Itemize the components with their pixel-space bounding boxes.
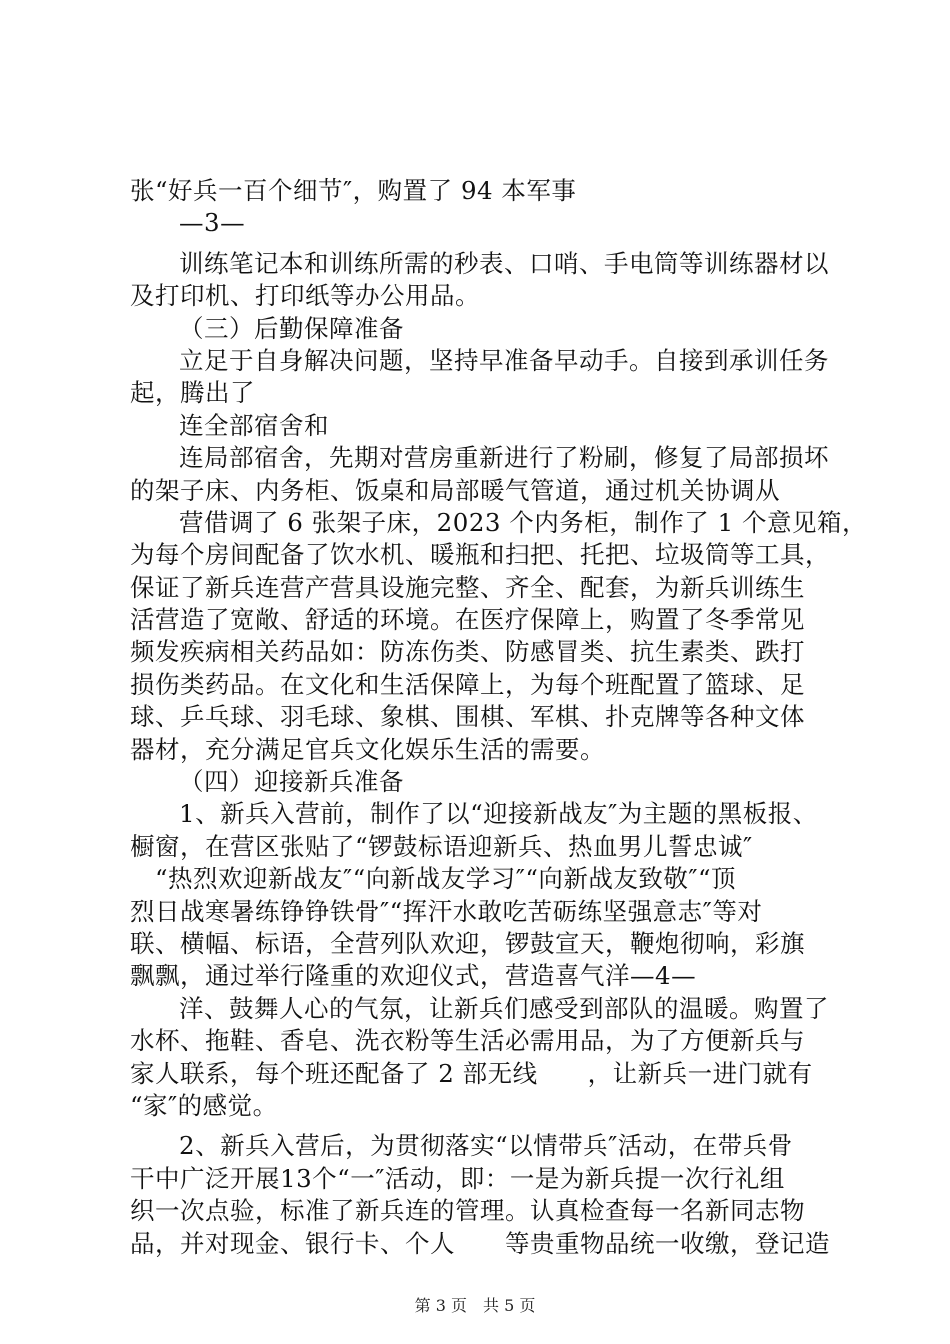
text-line: 橱窗，在营区张贴了“锣鼓标语迎新兵、热血男儿誓忠诚″ <box>130 831 753 861</box>
text-line: 及打印机、打印纸等办公用品。 <box>130 281 480 311</box>
text-line: 张“好兵一百个细节″，购置了 94 本军事 <box>130 176 577 205</box>
text-line: 的架子床、内务柜、饭桌和局部暖气管道，通过机关协调从 <box>130 475 780 505</box>
text-line: 损伤类药品。在文化和生活保障上，为每个班配置了篮球、足 <box>130 669 805 699</box>
text-line: “家″的感觉。 <box>130 1090 278 1120</box>
text-line: 球、乒乓球、羽毛球、象棋、围棋、军棋、扑克牌等各种文体 <box>130 702 805 732</box>
text-line: 干中广泛开展13个“一″活动，即：一是为新兵提一次行礼组 <box>130 1163 785 1193</box>
text-line: 活营造了宽敞、舒适的环境。在医疗保障上，购置了冬季常见 <box>130 605 805 635</box>
text-line: 器材，充分满足官兵文化娱乐生活的需要。 <box>130 734 605 764</box>
section-heading: （三）后勤保障准备 <box>179 313 404 343</box>
text-line: 营借调了 6 张架子床，2023 个内务柜，制作了 1 个意见箱， <box>179 507 867 537</box>
text-line: 连全部宿舍和 <box>179 410 329 440</box>
text-line: 保证了新兵连营产营具设施完整、齐全、配套，为新兵训练生 <box>130 572 805 602</box>
text-line: 飘飘，通过举行隆重的欢迎仪式，营造喜气洋—4— <box>130 961 697 991</box>
page-footer: 第 3 页 共 5 页 <box>414 1296 536 1315</box>
text-line: 连局部宿舍，先期对营房重新进行了粉刷，修复了局部损坏 <box>179 443 829 473</box>
text-line: 品，并对现金、银行卡、个人 等贵重物品统一收缴，登记造 <box>130 1228 830 1258</box>
page-number-marker: —3— <box>179 208 246 238</box>
text-line: 起，腾出了 <box>130 378 255 408</box>
text-line: 1、新兵入营前，制作了以“迎接新战友″为主题的黑板报、 <box>179 799 818 829</box>
text-line: 频发疾病相关药品如：防冻伤类、防感冒类、抗生素类、跌打 <box>130 637 805 667</box>
text-line: 烈日战寒暑练铮铮铁骨″“挥汗水敢吃苦砺练坚强意志″等对 <box>130 896 763 926</box>
text-line: 家人联系，每个班还配备了 2 部无线 ，让新兵一进门就有 <box>130 1058 813 1088</box>
text-line: 立足于自身解决问题，坚持早准备早动手。自接到承训任务 <box>179 345 829 375</box>
text-line: 训练笔记本和训练所需的秒表、口哨、手电筒等训练器材以 <box>179 248 829 278</box>
document-body <box>130 175 867 1260</box>
text-line: 联、横幅、标语，全营列队欢迎，锣鼓宣天，鞭炮彻响，彩旗 <box>130 928 805 958</box>
text-line: “热烈欢迎新战友″“向新战友学习″“向新战友致敬″“顶 <box>155 864 737 894</box>
text-line: 为每个房间配备了饮水机、暖瓶和扫把、托把、垃圾筒等工具， <box>130 540 830 570</box>
text-line: 织一次点验，标准了新兵连的管理。认真检查每一名新同志物 <box>130 1196 805 1226</box>
text-line: 洋、鼓舞人心的气氛，让新兵们感受到部队的温暖。购置了 <box>179 993 829 1023</box>
text-line: 2、新兵入营后，为贯彻落实“以情带兵″活动，在带兵骨 <box>179 1131 793 1161</box>
section-heading: （四）迎接新兵准备 <box>179 767 404 797</box>
text-line: 水杯、拖鞋、香皂、洗衣粉等生活必需用品，为了方便新兵与 <box>130 1026 805 1056</box>
